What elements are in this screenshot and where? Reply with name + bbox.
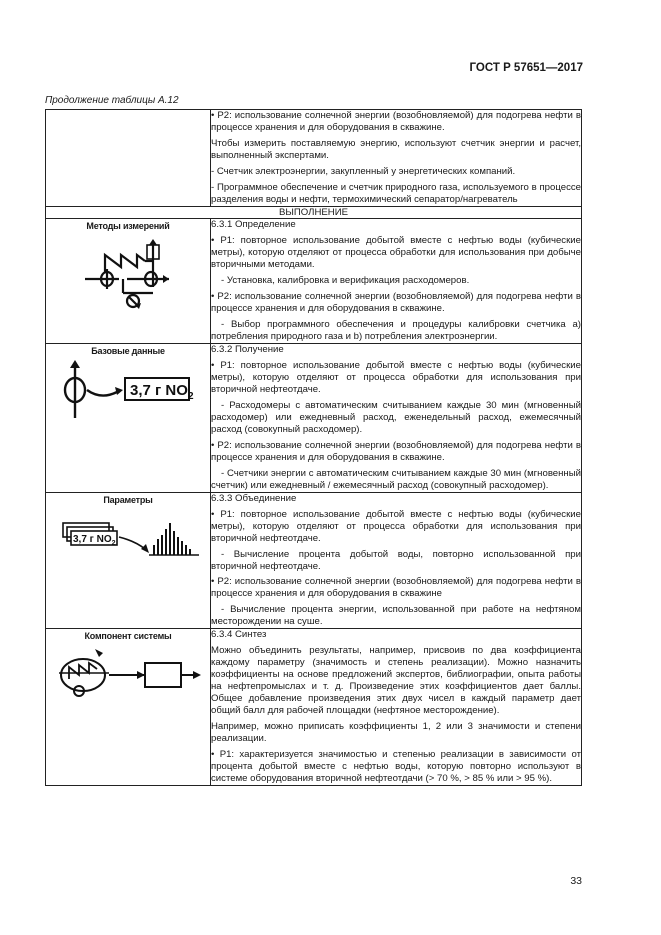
paragraph: Чтобы измерить поставляемую энергию, используют счетчик энергии и расчет, выполненный экспертами.: [211, 137, 581, 161]
row-label: Методы измерений: [86, 220, 170, 231]
row-content-cell: [211, 629, 582, 786]
paragraph: - Счетчики энергии с автоматическим считыванием каждые 30 мин (мгновенный счетчик) или ежедневный / ежемесячный расход (совокупный расходомер).: [211, 467, 581, 491]
base-data-icon: [53, 360, 203, 420]
table-row: [46, 110, 582, 207]
figure-subscript: 2: [111, 539, 116, 547]
table-continuation-caption: Продолжение таблицы А.12: [45, 95, 179, 106]
row-label: Компонент системы: [84, 631, 172, 642]
paragraph: - Выбор программного обеспечения и процедуры калибровки счетчика а) потребления природного газа и b) потребления электроэнергии.: [211, 318, 581, 342]
paragraph: - Вычисление процента энергии, использованной при работе на нефтяном месторождении на суше.: [211, 604, 581, 628]
section-title: ВЫПОЛНЕНИЕ: [46, 206, 582, 218]
system-component-icon: [53, 645, 203, 705]
table-row: [46, 206, 582, 218]
standard-number: ГОСТ Р 57651—2017: [469, 62, 583, 74]
paragraph: - Вычисление процента добытой воды, повторно использованной при вторичной нефтеотдаче.: [211, 548, 581, 572]
row-label-cell: [46, 343, 211, 492]
paragraph: • P1: повторное использование добытой вместе с нефтью воды (кубические метры), которую отделяют от процесса обработки для использования при вторичной нефтеотдаче.: [211, 359, 581, 395]
paragraph: • P2: использование солнечной энергии (возобновляемой) для подогрева нефти в процессе хранения и для оборудования в скважине: [211, 576, 581, 600]
page-number: 33: [570, 875, 582, 887]
subsection-heading: 6.3.1 Определение: [211, 218, 296, 230]
row-content-cell: [211, 343, 582, 492]
paragraph: - Программное обеспечение и счетчик природного газа, используемого в процессе разделения воды и нефти, термохимический сепаратор/нагреватель: [211, 181, 581, 205]
table-row: [46, 492, 582, 629]
measurement-methods-icon: [83, 235, 173, 315]
row-label-cell: [46, 218, 211, 343]
table-row: [46, 218, 582, 343]
row-label: Базовые данные: [91, 345, 165, 356]
table-a12: [45, 109, 582, 786]
row-label-cell: [46, 492, 211, 629]
paragraph: • P2: использование солнечной энергии (возобновляемой) для подогрева нефти в процессе хранения и для оборудования в скважине.: [211, 290, 581, 314]
paragraph: • P2: использование солнечной энергии (возобновляемой) для подогрева нефти в процессе хранения и для оборудования в скважине.: [211, 110, 581, 133]
paragraph: - Счетчик электроэнергии, закупленный у энергетических компаний.: [211, 165, 516, 177]
parameters-icon: [53, 509, 203, 561]
row-content-cell: [211, 218, 582, 343]
row-content-cell: [211, 492, 582, 629]
figure-label: 3,7 г NO: [73, 533, 112, 545]
table-row: [46, 629, 582, 786]
row-label: Параметры: [103, 494, 153, 505]
paragraph: • P1: повторное использование добытой вместе с нефтью воды (кубические метры), которую отделяют от процесса обработки для использования при вторичной нефтеотдаче.: [211, 508, 581, 544]
figure-subscript: 2: [187, 390, 194, 402]
table-row: [46, 343, 582, 492]
top-block-cell: [211, 110, 582, 207]
subsection-heading: 6.3.4 Синтез: [211, 629, 267, 641]
paragraph: Можно объединить результаты, например, присвоив по два коэффициента каждому параметру (значимость и степень реализации). Можно назначить коэффициенты на основе предложений экспертов, библиографии, опыта работы на нефтепромыслах и т. д. Произведение этих коэффициентов дает баллы. Общее добавление произведения этих двух чисел в каждый параметр дает общий балл для рабочей площадки (нефтяное месторождение).: [211, 645, 581, 717]
paragraph: - Установка, калибровка и верификация расходомеров.: [221, 274, 470, 286]
paragraph: Например, можно приписать коэффициенты 1, 2 или 3 значимости и степени реализации.: [211, 721, 581, 745]
paragraph: • P2: использование солнечной энергии (возобновляемой) для подогрева нефти в процессе хранения и для оборудования в скважине.: [211, 439, 581, 463]
paragraph: • P1: повторное использование добытой вместе с нефтью воды (кубические метры), которую отделяют от процесса обработки для использования при добыче вторичными методами.: [211, 234, 581, 270]
row-label-cell: [46, 629, 211, 786]
subsection-heading: 6.3.2 Получение: [211, 343, 284, 355]
subsection-heading: 6.3.3 Объединение: [211, 492, 297, 504]
paragraph: - Расходомеры с автоматическим считыванием каждые 30 мин (мгновенный расходомер) или ежедневный расход, еженедельный расход, ежемесячный расход (совокупный расходомер).: [211, 399, 581, 435]
figure-label: 3,7 г NO: [130, 381, 188, 399]
paragraph: • P1: характеризуется значимостью и степенью реализации в зависимости от процента добытой вместе с нефтью воды, которую повторно используют в системе оборудования вторичной нефтеотдачи (> 70 %, > 85 % или > 95 %).: [211, 749, 581, 785]
